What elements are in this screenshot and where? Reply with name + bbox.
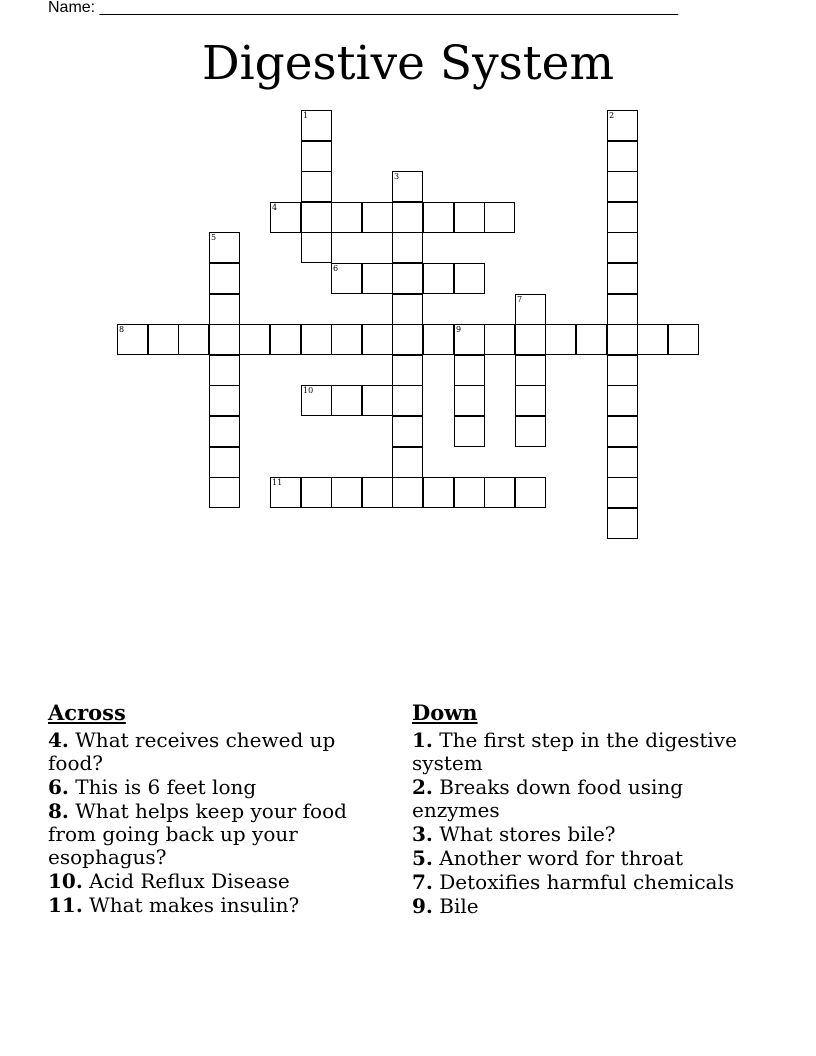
- clue-number: 2.: [412, 775, 433, 799]
- clue-text: Breaks down food using enzymes: [412, 775, 684, 822]
- grid-cell: [607, 324, 638, 355]
- grid-cell: [362, 477, 393, 508]
- grid-cell: [515, 416, 546, 447]
- grid-cell: [607, 294, 638, 325]
- grid-cell: [362, 324, 393, 355]
- clue-number: 9.: [412, 894, 433, 918]
- clue-number-label: 8: [119, 325, 125, 334]
- grid-cell: [607, 232, 638, 263]
- grid-cell: [301, 477, 332, 508]
- clue-number-label: 5: [211, 233, 217, 242]
- across-clue: [48, 870, 368, 893]
- grid-cell: [454, 202, 485, 233]
- down-clue: [412, 776, 752, 822]
- grid-cell: [301, 141, 332, 172]
- across-clue: [48, 729, 368, 775]
- down-heading: Down: [412, 700, 478, 725]
- grid-cell: [301, 385, 332, 416]
- grid-cell: [392, 232, 423, 263]
- grid-cell: [301, 324, 332, 355]
- clue-number: 6.: [48, 775, 69, 799]
- clue-text: What receives chewed up food?: [48, 728, 336, 775]
- across-clue: [48, 776, 368, 799]
- clue-text: Detoxifies harmful chemicals: [439, 870, 735, 894]
- clue-number: 5.: [412, 846, 433, 870]
- grid-cell: [301, 171, 332, 202]
- grid-cell: [148, 324, 179, 355]
- grid-cell: [515, 385, 546, 416]
- grid-cell: [331, 477, 362, 508]
- grid-cell: [454, 324, 485, 355]
- grid-cell: [515, 294, 546, 325]
- grid-cell: [331, 202, 362, 233]
- grid-cell: [117, 324, 148, 355]
- grid-cell: [545, 324, 576, 355]
- grid-cell: [607, 110, 638, 141]
- clue-number-label: 11: [272, 478, 283, 487]
- grid-cell: [454, 416, 485, 447]
- grid-cell: [301, 110, 332, 141]
- grid-cell: [484, 324, 515, 355]
- grid-cell: [454, 385, 485, 416]
- grid-cell: [209, 294, 240, 325]
- clue-text: Bile: [439, 894, 479, 918]
- clue-number-label: 4: [272, 203, 278, 212]
- clue-text: This is 6 feet long: [75, 775, 257, 799]
- clue-text: Acid Reflux Disease: [89, 869, 290, 893]
- grid-cell: [454, 263, 485, 294]
- clue-number-label: 6: [333, 264, 339, 273]
- down-clue: [412, 847, 752, 870]
- grid-cell: [392, 294, 423, 325]
- grid-cell: [209, 416, 240, 447]
- grid-cell: [392, 355, 423, 386]
- clue-number: 11.: [48, 893, 83, 917]
- grid-cell: [301, 202, 332, 233]
- across-heading: Across: [48, 700, 126, 725]
- name-blank: _________________________________________________________________: [99, 0, 678, 16]
- clue-number: 4.: [48, 728, 69, 752]
- clue-number: 10.: [48, 869, 83, 893]
- grid-cell: [607, 171, 638, 202]
- clue-number-label: 7: [517, 295, 523, 304]
- grid-cell: [239, 324, 270, 355]
- grid-cell: [270, 324, 301, 355]
- across-clue: [48, 800, 368, 869]
- down-clue: [412, 895, 752, 918]
- grid-cell: [392, 263, 423, 294]
- down-clue: [412, 871, 752, 894]
- grid-cell: [392, 477, 423, 508]
- grid-cell: [331, 385, 362, 416]
- down-clues: [412, 700, 752, 919]
- grid-cell: [484, 202, 515, 233]
- grid-cell: [209, 477, 240, 508]
- grid-cell: [209, 263, 240, 294]
- grid-cell: [484, 477, 515, 508]
- grid-cell: [423, 477, 454, 508]
- grid-cell: [607, 141, 638, 172]
- grid-cell: [576, 324, 607, 355]
- grid-cell: [209, 447, 240, 478]
- clue-number: 7.: [412, 870, 433, 894]
- grid-cell: [607, 355, 638, 386]
- grid-cell: [607, 202, 638, 233]
- down-clue: [412, 823, 752, 846]
- grid-cell: [423, 202, 454, 233]
- grid-cell: [178, 324, 209, 355]
- grid-cell: [301, 232, 332, 263]
- clue-number-label: 3: [394, 172, 400, 181]
- grid-cell: [607, 416, 638, 447]
- clue-text: What makes insulin?: [89, 893, 300, 917]
- name-label: Name:: [48, 0, 96, 16]
- grid-cell: [209, 232, 240, 263]
- grid-cell: [362, 263, 393, 294]
- grid-cell: [607, 263, 638, 294]
- grid-cell: [392, 324, 423, 355]
- grid-cell: [423, 324, 454, 355]
- grid-cell: [392, 416, 423, 447]
- grid-cell: [607, 385, 638, 416]
- grid-cell: [515, 477, 546, 508]
- grid-cell: [607, 508, 638, 539]
- grid-cell: [362, 385, 393, 416]
- grid-cell: [637, 324, 668, 355]
- grid-cell: [209, 355, 240, 386]
- clue-number-label: 1: [303, 111, 309, 120]
- clue-number-label: 2: [609, 111, 615, 120]
- clue-number: 1.: [412, 728, 433, 752]
- grid-cell: [209, 324, 240, 355]
- clue-number-label: 9: [456, 325, 462, 334]
- across-clue: [48, 894, 368, 917]
- page-title: Digestive System: [201, 36, 615, 91]
- grid-cell: [270, 477, 301, 508]
- grid-cell: [607, 477, 638, 508]
- clue-text: Another word for throat: [439, 846, 684, 870]
- clue-text: The first step in the digestive system: [412, 728, 737, 775]
- grid-cell: [331, 263, 362, 294]
- clue-number: 3.: [412, 822, 433, 846]
- grid-cell: [423, 263, 454, 294]
- grid-cell: [392, 447, 423, 478]
- grid-cell: [515, 355, 546, 386]
- clue-text: What helps keep your food from going back up your esophagus?: [48, 799, 347, 869]
- grid-cell: [392, 385, 423, 416]
- grid-cell: [270, 202, 301, 233]
- grid-cell: [392, 202, 423, 233]
- clue-number-label: 10: [303, 386, 314, 395]
- grid-cell: [668, 324, 699, 355]
- grid-cell: [392, 171, 423, 202]
- grid-cell: [331, 324, 362, 355]
- grid-cell: [209, 385, 240, 416]
- grid-cell: [454, 355, 485, 386]
- down-clue: [412, 729, 752, 775]
- grid-cell: [607, 447, 638, 478]
- clue-number: 8.: [48, 799, 69, 823]
- grid-cell: [515, 324, 546, 355]
- clue-text: What stores bile?: [439, 822, 616, 846]
- grid-cell: [454, 477, 485, 508]
- across-clues: [48, 700, 368, 918]
- grid-cell: [362, 202, 393, 233]
